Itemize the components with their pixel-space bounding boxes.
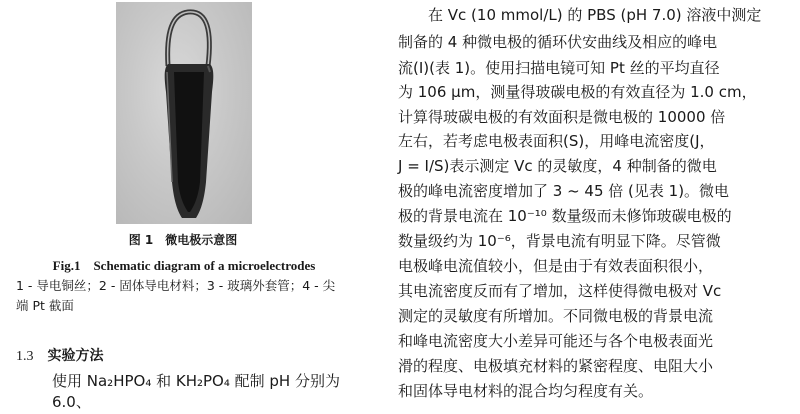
- figure-caption-english: Fig.1 Schematic diagram of a microelectrodes: [52, 258, 316, 273]
- paragraph-line: 和固体导电材料的混合均匀程度有关。: [398, 382, 654, 400]
- microelectrode-illustration: [116, 2, 252, 224]
- section-body-text: 使用 Na₂HPO₄ 和 KH₂PO₄ 配制 pH 分别为 6.0、: [52, 372, 340, 411]
- paragraph-line: 在 Vc (10 mmol/L) 的 PBS (pH 7.0) 溶液中测定: [428, 6, 762, 24]
- copper-wire: [168, 12, 210, 66]
- paragraph-line: 测定的灵敏度有所增加。不同微电极的背景电流: [398, 307, 714, 325]
- paragraph-line: J = I/S)表示测定 Vc 的灵敏度，4 种制备的微电: [398, 157, 717, 175]
- figure-legend: [16, 276, 366, 316]
- section-title: 实验方法: [47, 348, 104, 364]
- figure-title: 图 1 微电极示意图: [128, 233, 238, 247]
- paragraph-line: 左右，若考虑电极表面积(S)，用峰电流密度(J，: [398, 132, 715, 150]
- paragraph-line: 电极峰电流值较小，但是由于有效表面积很小，: [398, 257, 714, 275]
- paragraph-line: 其电流密度反而有了增加，这样使得微电极对 Vc: [398, 282, 722, 300]
- paragraph-line: 制备的 4 种微电极的循环伏安曲线及相应的峰电: [398, 33, 718, 51]
- paragraph-line: 为 106 μm，测量得玻碳电极的有效直径为 1.0 cm，: [398, 83, 757, 101]
- paragraph-line: 极的峰电流密度增加了 3 ~ 45 倍 (见表 1)。微电: [398, 182, 730, 200]
- section-heading: [16, 345, 104, 365]
- microelectrode-photo: [116, 2, 252, 224]
- paragraph-line: 流(I)(表 1)。使用扫描电镜可知 Pt 丝的平均直径: [398, 59, 720, 77]
- paragraph-line: 极的背景电流在 10⁻¹⁰ 数量级而未修饰玻碳电极的: [398, 207, 732, 225]
- paragraph-line: 数量级约为 10⁻⁶，背景电流有明显下降。尽管微: [398, 232, 721, 250]
- figure-legend-line: 端 Pt 截面: [16, 298, 74, 313]
- paragraph-line: 计算得玻碳电极的有效面积是微电极的 10000 倍: [398, 108, 726, 126]
- paragraph-line: 滑的程度、电极填充材料的紧密程度、电阻大小: [398, 357, 714, 375]
- figure-legend-line: 1 - 导电铜丝；2 - 固体导电材料；3 - 玻璃外套管；4 - 尖: [16, 278, 336, 293]
- paragraph-line: 和峰电流密度大小差异可能还与各个电极表面光: [398, 332, 714, 350]
- section-number: 1.3: [16, 349, 34, 364]
